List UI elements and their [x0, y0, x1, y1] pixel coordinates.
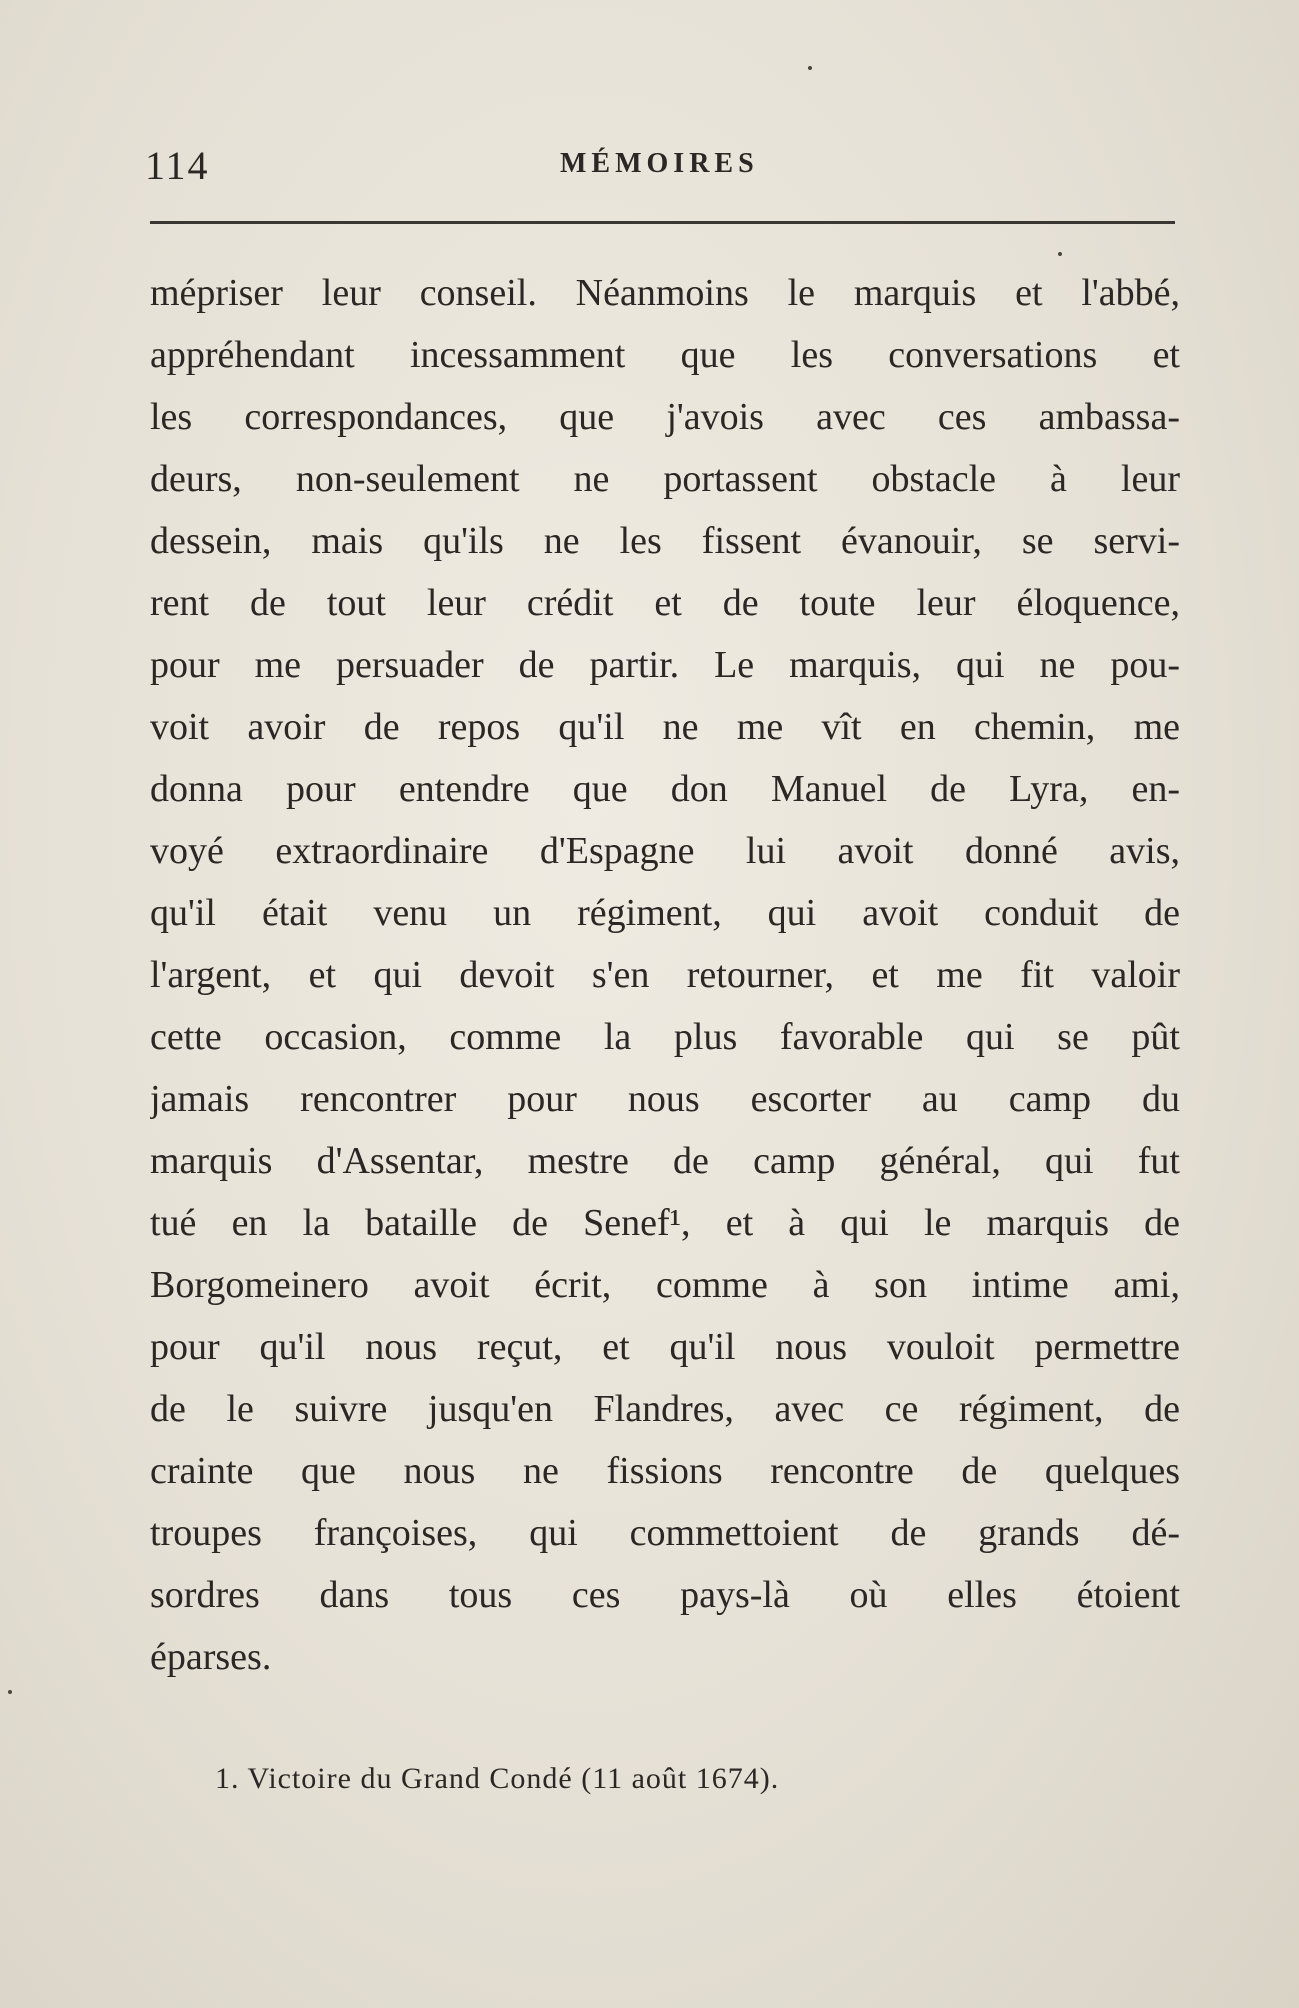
text-line: deurs, non-seulement ne portassent obstacle à leur	[150, 458, 1180, 500]
text-line: pour me persuader de partir. Le marquis, qui ne pou-	[150, 644, 1180, 686]
footnote: 1. Victoire du Grand Condé (11 août 1674).	[215, 1762, 780, 1795]
text-line: marquis d'Assentar, mestre de camp général, qui fut	[150, 1140, 1180, 1182]
text-line: voit avoir de repos qu'il ne me vît en chemin, me	[150, 706, 1180, 748]
text-line: qu'il était venu un régiment, qui avoit conduit de	[150, 892, 1180, 934]
page-header	[145, 142, 1175, 192]
text-line: donna pour entendre que don Manuel de Lyra, en-	[150, 768, 1180, 810]
text-line: tué en la bataille de Senef¹, et à qui le marquis de	[150, 1202, 1180, 1244]
text-line: dessein, mais qu'ils ne les fissent évanouir, se servi-	[150, 520, 1180, 562]
text-line: jamais rencontrer pour nous escorter au camp du	[150, 1078, 1180, 1120]
text-line: rent de tout leur crédit et de toute leur éloquence,	[150, 582, 1180, 624]
text-line: crainte que nous ne fissions rencontre de quelques	[150, 1450, 1180, 1492]
text-line: les correspondances, que j'avois avec ces ambassa-	[150, 396, 1180, 438]
text-line: pour qu'il nous reçut, et qu'il nous vouloit permettre	[150, 1326, 1180, 1368]
body-text	[150, 262, 1180, 1688]
text-line: voyé extraordinaire d'Espagne lui avoit donné avis,	[150, 830, 1180, 872]
text-line: sordres dans tous ces pays-là où elles étoient	[150, 1574, 1180, 1616]
ink-speck	[8, 1690, 12, 1694]
header-rule	[150, 221, 1175, 224]
text-line: troupes françoises, qui commettoient de grands dé-	[150, 1512, 1180, 1554]
text-line: l'argent, et qui devoit s'en retourner, et me fit valoir	[150, 954, 1180, 996]
running-title: MÉMOIRES	[560, 148, 759, 179]
text-line: de le suivre jusqu'en Flandres, avec ce régiment, de	[150, 1388, 1180, 1430]
text-line: éparses.	[150, 1636, 272, 1678]
text-line: Borgomeinero avoit écrit, comme à son intime ami,	[150, 1264, 1180, 1306]
ink-speck	[808, 66, 812, 70]
text-line: appréhendant incessamment que les conversations et	[150, 334, 1180, 376]
text-line: mépriser leur conseil. Néanmoins le marquis et l'abbé,	[150, 272, 1180, 314]
text-line: cette occasion, comme la plus favorable qui se pût	[150, 1016, 1180, 1058]
ink-speck	[1058, 252, 1062, 256]
page-number: 114	[145, 143, 210, 188]
